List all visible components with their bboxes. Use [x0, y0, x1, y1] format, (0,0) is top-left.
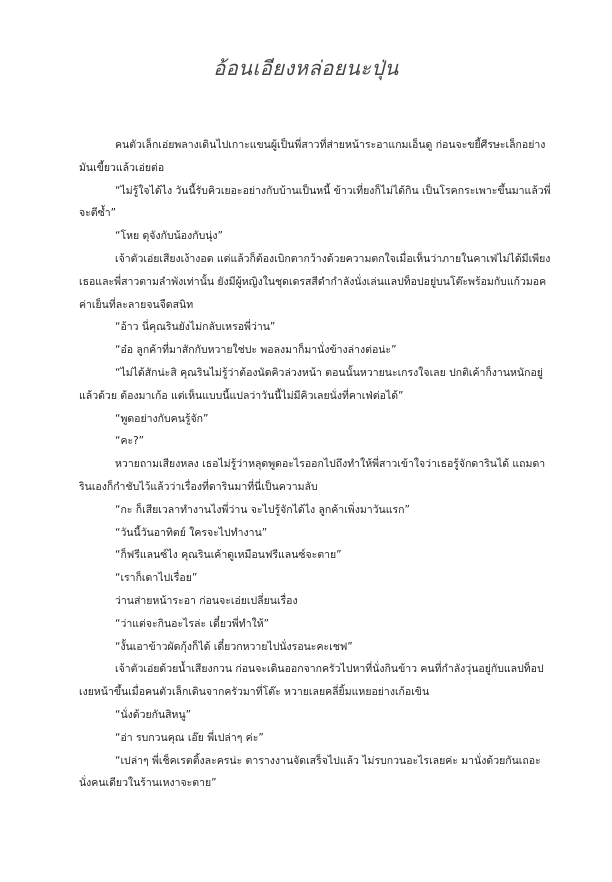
paragraph: “ว่าแต่จะกินอะไรล่ะ เดี๋ยวพี่ทำให้”: [115, 617, 270, 630]
paragraph: เจ้าตัวเอ่ยเสียงเง้างอด แต่แล้วก็ต้องเบิกตากว้างด้วยความตกใจเมื่อเห็นว่าภายในคาเฟ่ไม่ได้มีเพียงเธอและพี่สาวตามลำพังเท่านั้น ยังมีผู้หญิงในชุดเดรสสีดำกำลังนั่งเล่นแลปท็อปอยู่บนโต๊ะพร้อมกับแก้วมอคค่าเย็นที่ละลายจนจืดสนิท: [79, 252, 551, 311]
paragraph: “คะ?”: [115, 435, 145, 448]
paragraph: คนตัวเล็กเอ่ยพลางเดินไปเกาะแขนผู้เป็นพี่สาวที่ส่ายหน้าระอาแกมเอ็นดู ก่อนจะขยี้ศีรษะเล็กอย่างมันเขี้ยวแล้วเอ่ยต่อ: [79, 139, 546, 174]
paragraph: “เราก็เดาไปเรื่อย”: [115, 572, 198, 585]
paragraph: “อ๋อ ลูกค้าที่มาสักกับหวายใช่ปะ พอลงมาก็มานั่งข้างล่างต่อน่ะ”: [115, 344, 397, 357]
chapter-title: อ้อนเอียงหล่อยนะปุ่น: [213, 56, 399, 80]
paragraph: เจ้าตัวเอ่ยด้วยน้ำเสียงกวน ก่อนจะเดินออกจากครัวไปหาที่นั่งกินข้าว คนที่กำลังวุ่นอยู่กับแลปท็อปเงยหน้าขึ้นเมื่อคนตัวเล็กเดินจากครัวมาที่โต๊ะ หวายเลยคลี่ยิ้มแหยอย่างเก้อเขิน: [79, 663, 544, 699]
paragraph: “พูดอย่างกับคนรู้จัก”: [115, 412, 209, 425]
paragraph: “ไม่ได้สักน่ะสิ คุณรินไม่รู้ว่าต้องนัดคิวล่วงหน้า ตอนนั้นหวายนะเกรงใจเลย ปกติเค้าก็งานหนักอยู่แล้วด้วย ต้องมาเก้อ แต่เห็นแบบนี้แปลว่าวันนี้ไม่มีคิวเลยนั่งที่คาเฟ่ต่อได้”: [79, 366, 543, 402]
paragraph: “วันนี้วันอาทิตย์ ใครจะไปทำงาน”: [115, 526, 268, 539]
paragraph: “อ้าว นี่คุณรินยังไม่กลับเหรอพี่ว่าน”: [115, 321, 276, 334]
paragraph: “ก็ฟรีแลนซ์ไง คุณรินเค้าดูเหมือนฟรีแลนซ์จะตาย”: [115, 549, 342, 562]
paragraph: ว่านส่ายหน้าระอา ก่อนจะเอ่ยเปลี่ยนเรื่อง: [115, 594, 298, 607]
paragraph: “โหย ดุจังกับน้องกับนุ่ง”: [115, 230, 223, 243]
paragraph: “งั้นเอาข้าวผัดกุ้งก็ได้ เดี๋ยวกหวายไปนั่งรอนะคะเชฟ”: [115, 640, 353, 653]
paragraph: หวายถามเสียงหลง เธอไม่รู้ว่าหลุดพูดอะไรออกไปถึงทำให้พี่สาวเข้าใจว่าเธอรู้จักดารินได้ แถมดารินเองก็กำชับไว้แล้วว่าเรื่องที่ดารินมาที่นี่เป็นความลับ: [79, 458, 546, 493]
paragraph: “อ่า รบกวนคุณ เอ๊ย พี่เปล่าๆ ค่ะ”: [115, 731, 264, 744]
paragraph: “นั่งด้วยกันสิหนู”: [115, 708, 192, 721]
paragraph: “กะ ก็เสียเวลาทำงานไงพี่ว่าน จะไปรู้จักได้ไง ลูกค้าเพิ่งมาวันแรก”: [115, 503, 410, 516]
paragraph: “เปล่าๆ พี่เช็คเรตติ้งละครน่ะ ตารางงานจัดเสร็จไปแล้ว ไม่รบกวนอะไรเลยค่ะ มานั่งด้วยกันเถอะ นั่งคนเดียวในร้านเหงาจะตาย”: [79, 754, 541, 790]
paragraph: “ไม่รู้ใจได้ไง วันนี้รับคิวเยอะอย่างกับบ้านเป็นหนี้ ข้าวเที่ยงก็ไม่ได้กิน เป็นโรคกระเพาะขึ้นมาแล้วพี่จะตีซ้ำ”: [79, 184, 551, 220]
chapter-body: [79, 134, 555, 795]
